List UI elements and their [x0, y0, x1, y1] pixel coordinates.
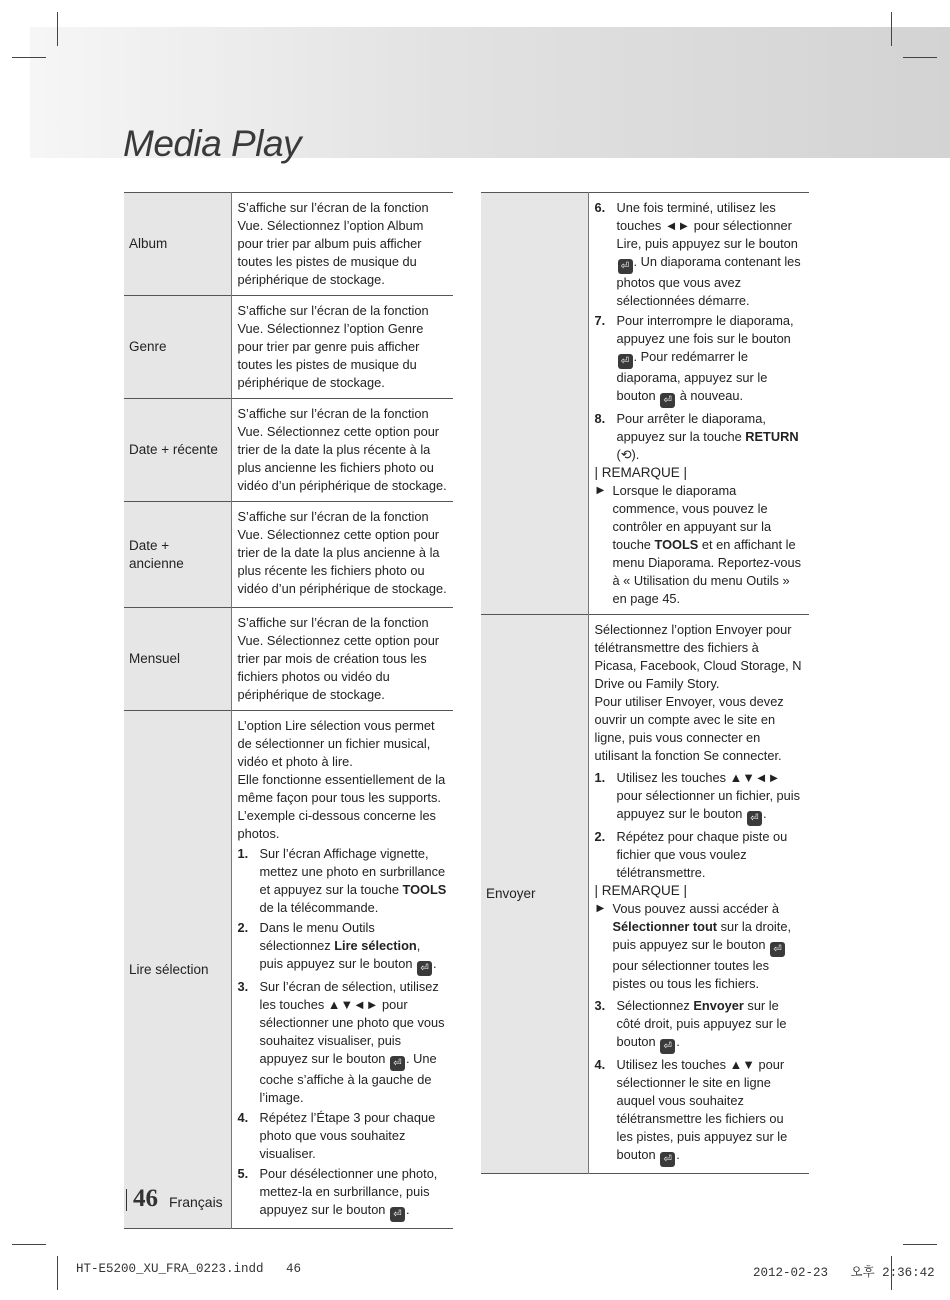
crop-mark: [57, 1256, 58, 1290]
footer-divider: [126, 1189, 127, 1211]
step-keyword: Envoyer: [693, 998, 744, 1013]
note-text: sur la droite, puis appuyez sur le bouton: [612, 919, 792, 952]
lire-steps: [238, 845, 448, 1222]
note-text: Vous pouvez aussi accéder à: [612, 901, 779, 916]
row-label: Album: [124, 193, 231, 296]
step-text: Pour désélectionner une photo, mettez-la en surbrillance, puis appuyez sur le bouton: [259, 1166, 438, 1217]
enter-button-icon: ⏎: [390, 1207, 405, 1222]
options-table-left: [124, 192, 453, 1229]
step-number: 8.: [594, 411, 606, 426]
step-keyword: TOOLS: [402, 882, 447, 897]
page-number: 46: [133, 1185, 158, 1212]
step-text: .: [676, 1147, 680, 1162]
row-description: S’affiche sur l’écran de la fonction Vue. Sélectionnez cette option pour trier par mois de création tous les fichiers photos ou vidéo du périphérique de stockage.: [237, 615, 440, 702]
step-number: 3.: [594, 998, 606, 1013]
step-text: Répétez l’Étape 3 pour chaque photo que vous souhaitez visualiser.: [259, 1110, 436, 1161]
note-text: pour sélectionner toutes les pistes ou tous les fichiers.: [612, 958, 769, 991]
enter-button-icon: ⏎: [618, 259, 633, 274]
table-row: [481, 193, 809, 615]
row-description: [588, 193, 809, 615]
row-label: Lire sélection: [124, 711, 231, 1229]
table-row: [124, 296, 453, 399]
crop-mark: [903, 1244, 937, 1245]
step-text: Pour interrompre le diaporama, appuyez une fois sur le bouton: [616, 313, 794, 346]
note-item: [595, 900, 804, 993]
row-label: Genre: [124, 296, 231, 399]
table-row: [481, 615, 809, 1174]
row-description: S’affiche sur l’écran de la fonction Vue. Sélectionnez cette option pour trier de la date la plus ancienne à la plus récente les fichiers photo ou vidéo d’un périphérique de stockage.: [237, 509, 447, 596]
step-number: 2.: [594, 829, 606, 844]
list-item: [238, 978, 448, 1107]
page-title: Media Play: [123, 123, 302, 164]
crop-mark: [57, 12, 58, 46]
lire-steps-continued: [595, 199, 804, 464]
enter-button-icon: ⏎: [660, 1039, 675, 1054]
step-text: . Pour redémarrer le diaporama, appuyez sur le bouton: [616, 349, 768, 403]
list-item: [595, 199, 804, 310]
step-text: Dans le menu Outils sélectionnez: [259, 920, 375, 953]
envoyer-intro: Sélectionnez l’option Envoyer pour télétransmettre des fichiers à Picasa, Facebook, Cloud Storage, N Drive ou Family Story.: [594, 622, 802, 691]
row-label: Envoyer: [481, 615, 588, 1174]
enter-button-icon: ⏎: [390, 1056, 405, 1071]
step-text: .: [762, 806, 767, 821]
print-slug-datetime: 2012-02-23 오후 2:36:42: [753, 1266, 935, 1280]
step-text: .: [405, 1202, 410, 1217]
envoyer-steps: [595, 769, 804, 882]
step-text: . Une coche s’affiche à la gauche de l’image.: [259, 1051, 437, 1105]
step-number: 5.: [237, 1166, 249, 1181]
enter-button-icon: ⏎: [747, 811, 762, 826]
enter-button-icon: ⏎: [660, 393, 675, 408]
list-item: [595, 410, 804, 464]
note-text: et en affichant le menu Diaporama. Reportez-vous à « Utilisation du menu Outils » en page 45.: [612, 537, 801, 606]
crop-mark: [891, 12, 892, 46]
step-number: 4.: [594, 1057, 606, 1072]
list-item: [238, 1165, 448, 1222]
list-item: [238, 845, 448, 917]
crop-mark: [903, 57, 937, 58]
note-heading: | REMARQUE |: [594, 883, 688, 898]
row-description: [588, 615, 809, 1174]
table-row: [124, 608, 453, 711]
step-number: 4.: [237, 1110, 249, 1125]
step-text: .: [676, 1034, 680, 1049]
row-label-empty: [481, 193, 588, 615]
row-description: S’affiche sur l’écran de la fonction Vue. Sélectionnez cette option pour trier de la date la plus récente à la plus ancienne les fichiers photo ou vidéo d’un périphérique de stockage.: [237, 406, 447, 493]
table-row: [124, 711, 453, 1229]
step-text: Utilisez les touches ▲▼ pour sélectionner le site en ligne auquel vous souhaitez télétransmettre les fichiers ou les pistes, puis appuyez sur le bouton: [616, 1057, 788, 1162]
step-text: Sur l’écran Affichage vignette, mettez une photo en surbrillance et appuyez sur la touche: [259, 846, 446, 897]
enter-button-icon: ⏎: [417, 961, 432, 976]
step-text: Sur l’écran de sélection, utilisez les touches ▲▼◄► pour sélectionner une photo que vous souhaitez visualiser, puis appuyez sur le bouton: [259, 979, 445, 1066]
enter-button-icon: ⏎: [618, 354, 633, 369]
step-text: . Un diaporama contenant les photos que vous avez sélectionnées démarre.: [616, 254, 801, 308]
options-table-right: [481, 192, 809, 1174]
row-description: [231, 711, 453, 1229]
note-text: Lorsque le diaporama commence, vous pouvez le contrôler en appuyant sur la touche: [612, 483, 772, 552]
row-label: Date + récente: [124, 399, 231, 502]
list-item: [595, 1056, 804, 1167]
list-item: [595, 997, 804, 1054]
step-number: 6.: [594, 200, 606, 215]
step-text: sur le côté droit, puis appuyez sur le bouton: [616, 998, 787, 1049]
row-label: Mensuel: [124, 608, 231, 711]
table-row: [124, 193, 453, 296]
step-keyword: RETURN: [745, 429, 799, 444]
step-text: (⟲).: [616, 447, 640, 462]
list-item: [595, 312, 804, 408]
list-item: [595, 769, 804, 826]
envoyer-steps-2: [595, 997, 804, 1167]
triangle-right-icon: ▶: [596, 903, 605, 914]
crop-mark: [12, 1244, 46, 1245]
step-number: 3.: [237, 979, 249, 994]
step-text: Pour arrêter le diaporama, appuyez sur la touche: [616, 411, 766, 444]
enter-button-icon: ⏎: [770, 942, 785, 957]
envoyer-intro-2: Pour utiliser Envoyer, vous devez ouvrir un compte avec le site en ligne, puis vous connecter en utilisant la fonction Se connecter.: [594, 694, 784, 763]
step-keyword: Lire sélection: [334, 938, 417, 953]
lire-intro-3: L’exemple ci-dessous concerne les photos.: [237, 808, 436, 841]
list-item: [595, 828, 804, 882]
step-number: 2.: [237, 920, 249, 935]
note-keyword: TOOLS: [654, 537, 699, 552]
note-heading: | REMARQUE |: [594, 465, 688, 480]
enter-button-icon: ⏎: [660, 1152, 675, 1167]
step-text: Répétez pour chaque piste ou fichier que vous voulez télétransmettre.: [616, 829, 788, 880]
step-text: à nouveau.: [676, 388, 744, 403]
triangle-right-icon: ▶: [596, 485, 605, 496]
note-keyword: Sélectionner tout: [612, 919, 718, 934]
row-description: S’affiche sur l’écran de la fonction Vue. Sélectionnez l’option Album pour trier par album puis afficher toutes les pistes de musique du périphérique de stockage.: [237, 200, 429, 287]
step-number: 1.: [237, 846, 249, 861]
step-text: .: [433, 956, 437, 971]
note-item: [595, 482, 804, 608]
table-row: [124, 502, 453, 608]
list-item: [238, 1109, 448, 1163]
row-description: S’affiche sur l’écran de la fonction Vue. Sélectionnez l’option Genre pour trier par genre puis afficher toutes les pistes de musique du périphérique de stockage.: [237, 303, 429, 390]
step-number: 7.: [594, 313, 606, 328]
step-text: Utilisez les touches ▲▼◄► pour sélectionner un fichier, puis appuyez sur le bouton: [616, 770, 801, 821]
crop-mark: [12, 57, 46, 58]
print-slug-file: HT-E5200_XU_FRA_0223.indd 46: [76, 1262, 302, 1276]
step-text: , puis appuyez sur le bouton: [259, 938, 421, 971]
step-number: 1.: [594, 770, 606, 785]
lire-intro: L’option Lire sélection vous permet de sélectionner un fichier musical, vidéo et photo à lire.: [237, 718, 435, 769]
page-language: Français: [169, 1194, 223, 1210]
lire-intro-2: Elle fonctionne essentiellement de la même façon pour tous les supports.: [237, 772, 446, 805]
step-text: de la télécommande.: [259, 900, 379, 915]
row-label: Date + ancienne: [124, 502, 231, 608]
step-text: Une fois terminé, utilisez les touches ◄► pour sélectionner Lire, puis appuyez sur le bouton: [616, 200, 798, 251]
list-item: [238, 919, 448, 976]
step-text: Sélectionnez: [616, 998, 694, 1013]
table-row: [124, 399, 453, 502]
